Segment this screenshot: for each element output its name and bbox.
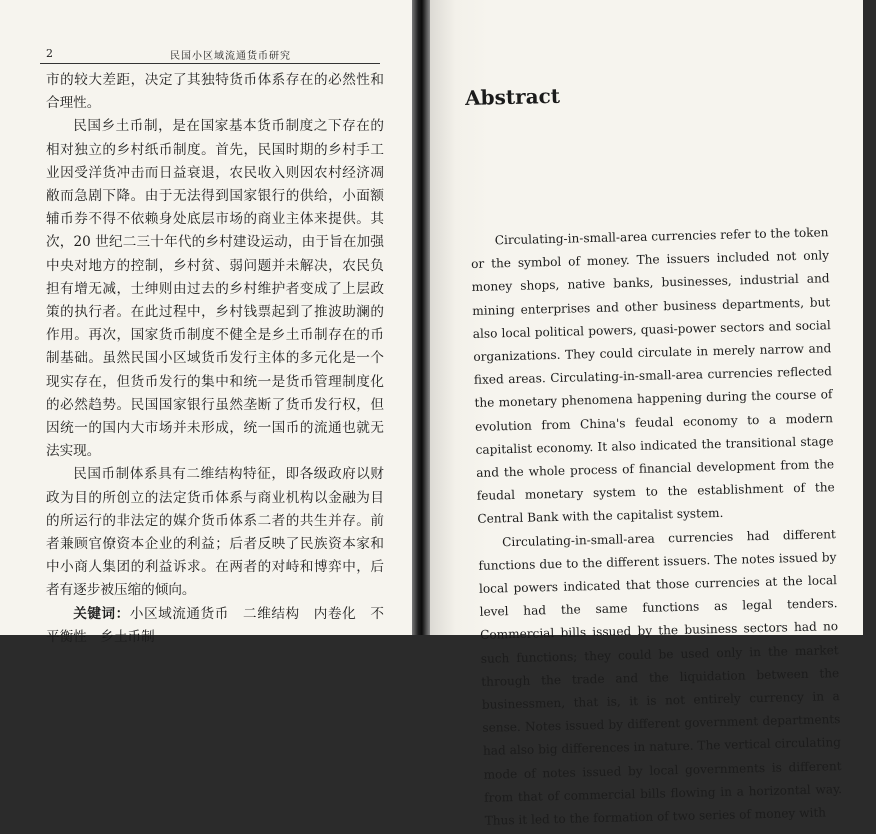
- keywords-text: 小区域流通货币 二维结构 内卷化 不平衡性 乡土币制: [46, 605, 385, 645]
- right-page-content: [423, 0, 871, 828]
- page-number: 2: [46, 47, 53, 60]
- abstract-body: [470, 221, 843, 833]
- right-page: [430, 0, 863, 828]
- paragraph: 民国币制体系具有二维结构特征，即各级政府以财政为目的所创立的法定货币体系与商业机构以金融为目的所运行的非法定的媒介货币体系二者的共生并存。前者兼顾官僚资本企业的利益；后者反映了民族资本家和中小商人集团的利益诉求。在两者的对峙和博弈中，后者有逐步被压缩的倾向。: [46, 466, 384, 599]
- left-page: [0, 0, 412, 645]
- running-title: 民国小区域流通货币研究: [170, 51, 291, 62]
- left-body-text: [46, 69, 384, 649]
- paragraph: 民国乡土币制，是在国家基本货币制度之下存在的相对独立的乡村纸币制度。首先，民国时期的乡村手工业因受洋货冲击而日益衰退，农民收入则因农村经济凋敝而急剧下降。由于无法得到国家银行的供给，小面额辅币券不得不依赖身处底层市场的商业主体来提供。其次，20 世纪二三十年代的乡村建设运动，由于旨在加强中央对地方的控制，乡村贫、弱问题并未解决，农民负担有增无减，士绅则由过去的乡村维护者变成了上层政策的执行者。在此过程中，乡村钱票起到了推波助澜的作用。再次，国家货币制度不健全是乡土币制存在的币制基础。虽然民国小区域货币发行主体的多元化是一个现实存在，但货币发行的集中和统一是货币管理制度化的必然趋势。民国国家银行虽然垄断了货币发行权，但因统一的国内大市场并未形成，统一国币的流通也就无法实现。: [46, 118, 384, 460]
- keywords-label: 关键词：: [73, 605, 130, 622]
- paragraph: 市的较大差距，决定了其独特货币体系存在的必然性和合理性。: [46, 72, 384, 112]
- paragraph: Circulating-in-small-area currencies had different functions due to the different issuers. The notes issued by local powers indicated that those currencies at the local level had the same functions as legal tenders. Commercial bills issued by the business sectors had no such functions; they could be used only in the market through the trade and the liquidation between the businessmen, that is, it is not entirely currency in a sense. Notes issued by different government departments had also big differences in nature. The vertical circulating mode of notes issued by local governments is different from that of commercial bills flowing in a horizontal way. Thus it led to the formation of two series of money with: [478, 526, 843, 828]
- keywords: [46, 603, 384, 649]
- running-head: [40, 47, 380, 64]
- paragraph: Circulating-in-small-area currencies refer to the token or the symbol of money. The issuers included not only money shops, native banks, businesses, industrial and mining enterprises and other business departments, but also local political powers, quasi-power sectors and social organizations. They could circulate in merely narrow and fixed areas. Circulating-in-small-area currencies reflected the monetary phenomena happening during the course of evolution from China's feudal economy to a modern capitalist economy. It also indicated the transitional stage and the whole process of financial development from the feudal monetary system to the establishment of the Central Bank with the capitalist system.: [470, 225, 835, 527]
- abstract-heading: Abstract: [464, 83, 561, 111]
